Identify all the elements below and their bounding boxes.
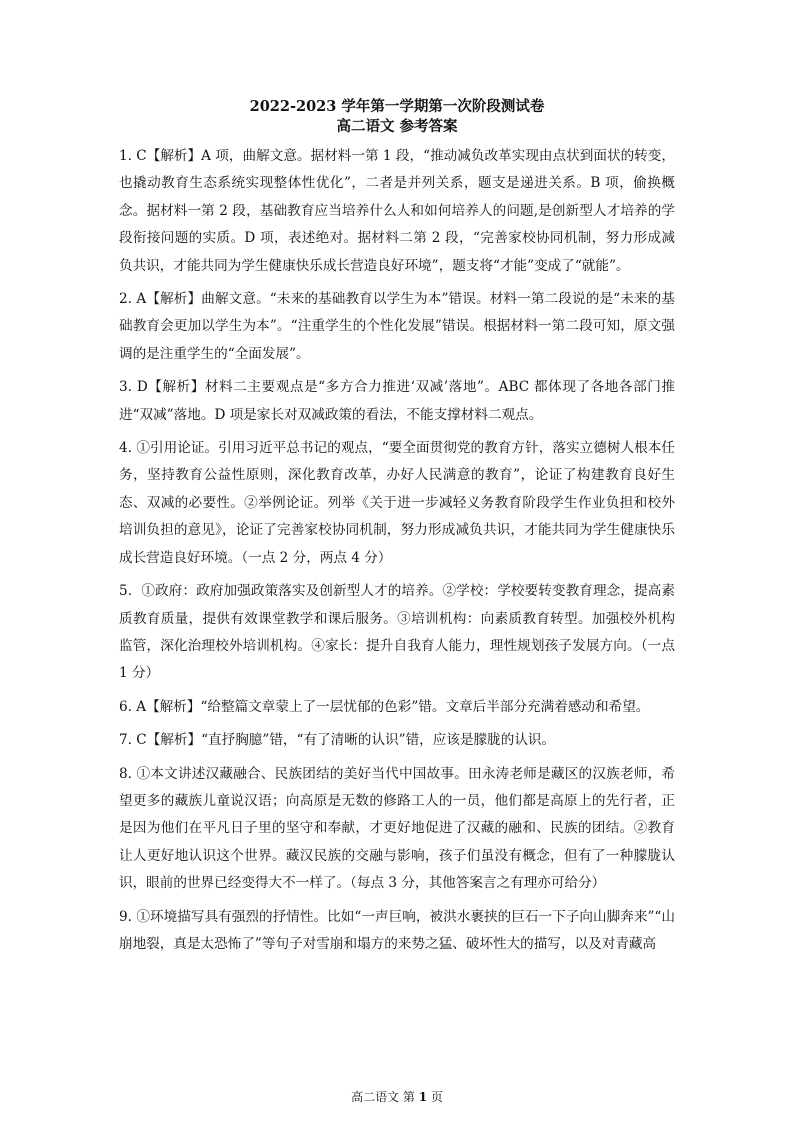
footer-suffix: 页 (427, 1090, 443, 1104)
footer-label: 高二语文 第 (351, 1090, 419, 1104)
answer-list (119, 143, 675, 958)
exam-title: 2022-2023 学年第一学期第一次阶段测试卷 (249, 98, 545, 115)
answer-item-9: 9. ①环境描写具有强烈的抒情性。比如“一声巨响，被洪水裹挟的巨石一下子向山脚奔来”“山崩地裂，真是太恐怖了”等句子对雪崩和塌方的来势之猛、破坏性大的描写，以及对青藏高 (119, 908, 675, 952)
answer-item-2: 2. A【解析】曲解文意。“未来的基础教育以学生为本”错误。材料一第二段说的是“未来的基础教育会更加以学生为本”。“注重学生的个性化发展”错误。根据材料一第二段可知，原文强调的是注重学生的“全面发展”。 (119, 291, 675, 362)
answer-key-subtitle: 高二语文 参考答案 (336, 118, 458, 135)
page-footer (0, 1089, 794, 1105)
answer-item-4: 4. ①引用论证。引用习近平总书记的观点，“要全面贯彻党的教育方针，落实立德树人根本任务，坚持教育公益性原则，深化教育改革，办好人民满意的教育”，论证了构建教育良好生态、双减的必要性。②举例论证。列举《关于进一步减轻义务教育阶段学生作业负担和校外培训负担的意见》，论证了完善家校协同机制，努力形成减负共识，才能共同为学生健康快乐成长营造良好环境。（一点 2 分，两点 4 分） (119, 440, 675, 566)
answer-item-3: 3. D【解析】材料二主要观点是“多方合力推进‘双减’落地”。ABC 都体现了各地各部门推进“双减”落地。D 项是家长对双减政策的看法，不能支撑材料二观点。 (119, 379, 675, 423)
page-number: 1 (418, 1090, 428, 1104)
answer-item-6: 6. A【解析】“给整篇文章蒙上了一层忧郁的色彩”错。文章后半部分充满着感动和希望。 (119, 698, 650, 715)
answer-item-5: 5．①政府：政府加强政策落实及创新型人才的培养。②学校：学校要转变教育理念，提高素质教育质量，提供有效课堂教学和课后服务。③培训机构：向素质教育转型。加强校外机构监管，深化治理校外培训机构。④家长：提升自我育人能力，理性规划孩子发展方向。（一点 1 分） (119, 583, 675, 682)
answer-item-8: 8. ①本文讲述汉藏融合、民族团结的美好当代中国故事。田永涛老师是藏区的汉族老师，希望更多的藏族儿童说汉语；向高原是无数的修路工人的一员，他们都是高原上的先行者，正是因为他们在平凡日子里的坚守和奉献，才更好地促进了汉藏的融和、民族的团结。②教育让人更好地认识这个世界。藏汉民族的交融与影响，孩子们虽没有概念，但有了一种朦胧认识，眼前的世界已经变得大不一样了。（每点 3 分，其他答案言之有理亦可给分） (119, 765, 675, 892)
answer-item-1: 1. C【解析】A 项，曲解文意。据材料一第 1 段，“推动减负改革实现由点状到面状的转变，也撬动教育生态系统实现整体性优化”，二者是并列关系，题支是递进关系。B 项，偷换概念。据材料一第 2 段，基础教育应当培养什么人和如何培养人的问题,是创新型人才培养的学段衔接问题的实质。D 项，表述绝对。据材料二第 2 段，“完善家校协同机制，努力形成减负共识，才能共同为学生健康快乐成长营造良好环境”，题支将“才能”变成了“就能”。 (119, 148, 675, 274)
answer-item-7: 7. C【解析】“直抒胸臆”错，“有了清晰的认识”错，应该是朦胧的认识。 (119, 732, 556, 749)
